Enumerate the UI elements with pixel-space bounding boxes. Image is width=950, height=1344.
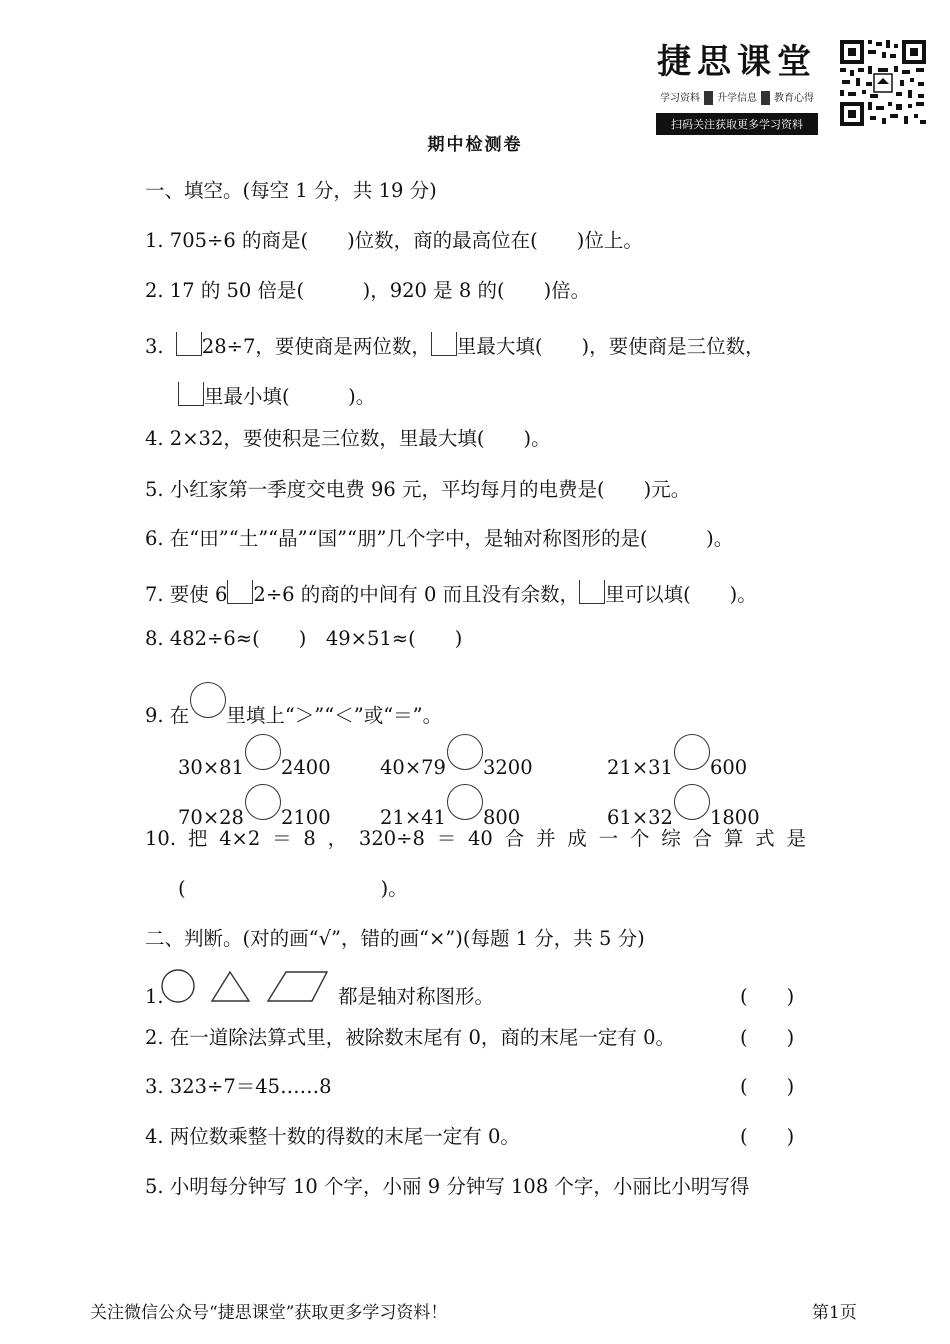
question-1-3-cont: [178, 382, 375, 410]
question-1-1: 1. 705÷6 的商是( )位数，商的最高位在( )位上。: [145, 229, 643, 252]
q3-text-b: 里最大填( )，要使商是三位数，: [456, 335, 765, 358]
question-1-10: [145, 826, 806, 852]
q2-1-text: 都是轴对称图形。: [338, 985, 495, 1008]
compare-left: 70×28: [178, 806, 244, 829]
q7-text-b: 2÷6 的商的中间有 0 而且没有余数，: [253, 583, 580, 606]
q3-number: 3.: [145, 335, 164, 358]
tag-education-insights: 教育心得: [774, 93, 814, 104]
compare-left: 30×81: [178, 756, 244, 779]
q3-text-c: 里最小填( )。: [204, 385, 376, 408]
compare-right: 800: [482, 806, 521, 829]
question-1-3: [145, 332, 765, 360]
q10-word: 合: [692, 827, 713, 850]
answer-paren: ( ): [740, 1026, 795, 1049]
blank-circle-icon: [245, 734, 281, 770]
question-1-10-blank: ( )。: [178, 877, 408, 900]
blank-circle-icon: [447, 734, 483, 770]
q10-word: 10.: [145, 827, 177, 850]
question-1-8: 8. 482÷6≈( ) 49×51≈( ): [145, 627, 463, 650]
compare-right: 3200: [482, 756, 533, 779]
question-1-4: 4. 2×32，要使积是三位数，里最大填( )。: [145, 427, 551, 450]
tag-separator: [761, 91, 770, 105]
page-title: 期中检测卷: [427, 135, 523, 155]
question-2-2: 2. 在一道除法算式里，被除数末尾有 0，商的末尾一定有 0。: [145, 1026, 676, 1049]
q9-text-b: 里填上“＞”“＜”或“＝”。: [226, 704, 443, 727]
brand-block: [656, 34, 818, 135]
compare-right: 2400: [280, 756, 331, 779]
blank-box-icon: [431, 332, 457, 356]
blank-circle-icon: [674, 734, 710, 770]
q10-word: 一: [598, 827, 619, 850]
q10-word: 算: [723, 827, 744, 850]
q10-word: ＝: [436, 827, 457, 850]
q10-word: 合: [504, 827, 525, 850]
blank-box-icon: [178, 382, 204, 406]
brand-tags: [656, 89, 818, 105]
triangle-shape-icon: [212, 972, 249, 1001]
q3-text-a: 28÷7，要使商是两位数，: [201, 335, 431, 358]
question-2-3: 3. 323÷7＝45……8: [145, 1075, 332, 1098]
compare-right: 1800: [709, 806, 760, 829]
brand-title: 捷思课堂: [657, 42, 817, 82]
scan-banner: 扫码关注获取更多学习资料: [656, 113, 818, 135]
blank-circle-icon: [447, 784, 483, 820]
q10-word: ＝: [272, 827, 292, 850]
compare-item: [607, 734, 747, 781]
compare-right: 2100: [280, 806, 331, 829]
tag-separator: [704, 91, 713, 105]
compare-left: 21×31: [607, 756, 673, 779]
compare-item: [607, 784, 760, 831]
compare-item: [380, 734, 533, 781]
footer-note: 关注微信公众号“捷思课堂”获取更多学习资料！: [90, 1303, 448, 1323]
q10-word: 4×2: [219, 827, 261, 850]
page-number: 第1页: [812, 1303, 857, 1323]
question-1-5: 5. 小红家第一季度交电费 96 元，平均每月的电费是( )元。: [145, 478, 691, 501]
circle-shape-icon: [162, 970, 194, 1002]
answer-paren: ( ): [740, 1125, 795, 1148]
question-1-2: 2. 17 的 50 倍是( )，920 是 8 的( )倍。: [145, 279, 591, 302]
q10-word: 成: [567, 827, 587, 850]
compare-left: 40×79: [380, 756, 446, 779]
parallelogram-shape-icon: [268, 972, 327, 1001]
q10-word: 320÷8: [358, 827, 425, 850]
answer-paren: ( ): [740, 1075, 795, 1098]
compare-item: [178, 734, 331, 781]
question-1-6: 6. 在“田”“土”“晶”“国”“朋”几个字中，是轴对称图形的是( )。: [145, 527, 734, 550]
compare-item: [178, 784, 331, 831]
q7-text-a: 7. 要使 6: [145, 583, 228, 606]
answer-paren: ( ): [740, 985, 795, 1008]
compare-item: [380, 784, 520, 831]
question-1-7: [145, 580, 757, 608]
shapes-figure: [160, 968, 335, 1006]
question-2-5: 5. 小明每分钟写 10 个字，小丽 9 分钟写 108 个字，小丽比小明写得: [145, 1175, 750, 1198]
blank-circle-icon: [674, 784, 710, 820]
q10-word: 把: [187, 827, 208, 850]
blank-box-icon: [227, 580, 253, 604]
q10-word: 综: [661, 827, 681, 850]
tag-study-materials: 学习资料: [660, 93, 700, 104]
q7-text-c: 里可以填( )。: [605, 583, 757, 606]
q10-word: ，: [327, 827, 348, 850]
q10-word: 并: [535, 827, 556, 850]
q10-word: 是: [786, 827, 806, 850]
blank-box-icon: [176, 332, 202, 356]
blank-box-icon: [579, 580, 605, 604]
q2-1-number: 1.: [145, 985, 164, 1008]
question-2-4: 4. 两位数乘整十数的得数的末尾一定有 0。: [145, 1125, 520, 1148]
tag-admission-info: 升学信息: [717, 93, 757, 104]
question-1-9: [145, 682, 442, 729]
q10-word: 式: [755, 827, 775, 850]
blank-circle-icon: [245, 784, 281, 820]
blank-circle-icon: [190, 682, 226, 718]
compare-right: 600: [709, 756, 748, 779]
section2-heading: 二、判断。(对的画“√”，错的画“×”)(每题 1 分，共 5 分): [145, 927, 645, 950]
section1-heading: 一、填空。(每空 1 分，共 19 分): [145, 179, 437, 202]
q10-word: 个: [629, 827, 650, 850]
q10-word: 40: [468, 827, 493, 850]
q10-word: 8: [303, 827, 316, 850]
qr-code-icon: [838, 38, 928, 128]
q9-text-a: 9. 在: [145, 704, 190, 727]
compare-left: 21×41: [380, 806, 446, 829]
compare-left: 61×32: [607, 806, 673, 829]
